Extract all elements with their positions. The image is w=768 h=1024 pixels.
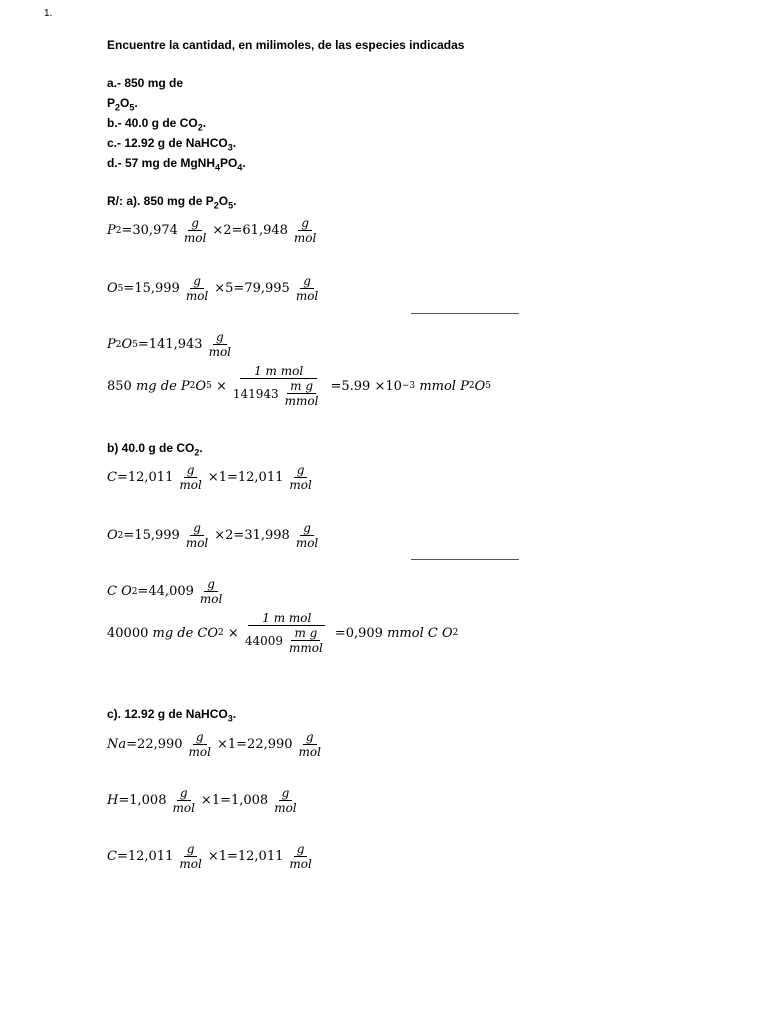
item-b: b.- 40.0 g de $CO_2$. [107, 116, 207, 133]
section-c-heading: c). 12.92 g de NaHCO$_3$. [107, 707, 237, 724]
item-c: c.- 12.92 g de NaHCO$_3$. [107, 136, 237, 153]
item-a-line1: a.- 850 mg de [107, 76, 184, 90]
equation-b-conversion: 40000 mg de CO 2 × 1 m mol 44009 $\frac{\text{m g}}{\text{mmol}}$ =0,909 mmol C O 2 [107, 611, 459, 655]
sum-line-b [411, 559, 519, 560]
equation-a-conversion: 850 mg de P 2 O 5 × 1 m mol 141943 $\frac{\text{m g}}{\text{mmol}}$ =5.99 ×10 −3 mmol P 2 O 5 [107, 364, 491, 408]
item-a-line2: $P_2O_5$. [107, 96, 138, 113]
equation-b-co2: C O 2 = 44,009 $\frac{g}{\text{mol}}$ [107, 577, 223, 606]
equation-a-o5: O 5 = 15,999 $\frac{g}{\text{mol}}$ ×5=79,995 $\frac{g}{\text{mol}}$ [107, 274, 319, 303]
section-a-heading: R/: a). 850 mg de $P_2O_5$. [107, 194, 237, 211]
equation-a-p2: P 2 = 30,974 $\frac{g}{\text{mol}}$ ×2=61,948 $\frac{g}{\text{mol}}$ [107, 216, 317, 245]
equation-a-p2o5: P 2 O 5 = 141,943 $\frac{g}{\text{mol}}$ [107, 330, 232, 359]
equation-c-h: H = 1,008 $\frac{g}{\text{mol}}$ ×1=1,008 $\frac{g}{\text{mol}}$ [107, 786, 297, 815]
exercise-title: Encuentre la cantidad, en milimoles, de las especies indicadas [107, 38, 465, 52]
section-b-heading: b) 40.0 g de $CO_2$. [107, 441, 203, 458]
equation-b-c: C = 12,011 $\frac{g}{\text{mol}}$ ×1=12,011 $\frac{g}{\text{mol}}$ [107, 463, 312, 492]
page-number: 1. [44, 8, 53, 19]
equation-c-na: Na = 22,990 $\frac{g}{\text{mol}}$ ×1=22,990 $\frac{g}{\text{mol}}$ [107, 730, 321, 759]
sum-line-a [411, 313, 519, 314]
item-d: d.- 57 mg de $MgNH_4PO_4$. [107, 156, 246, 173]
equation-c-c: C = 12,011 $\frac{g}{\text{mol}}$ ×1=12,011 $\frac{g}{\text{mol}}$ [107, 842, 312, 871]
equation-b-o2: O 2 = 15,999 $\frac{g}{\text{mol}}$ ×2=31,998 $\frac{g}{\text{mol}}$ [107, 521, 319, 550]
